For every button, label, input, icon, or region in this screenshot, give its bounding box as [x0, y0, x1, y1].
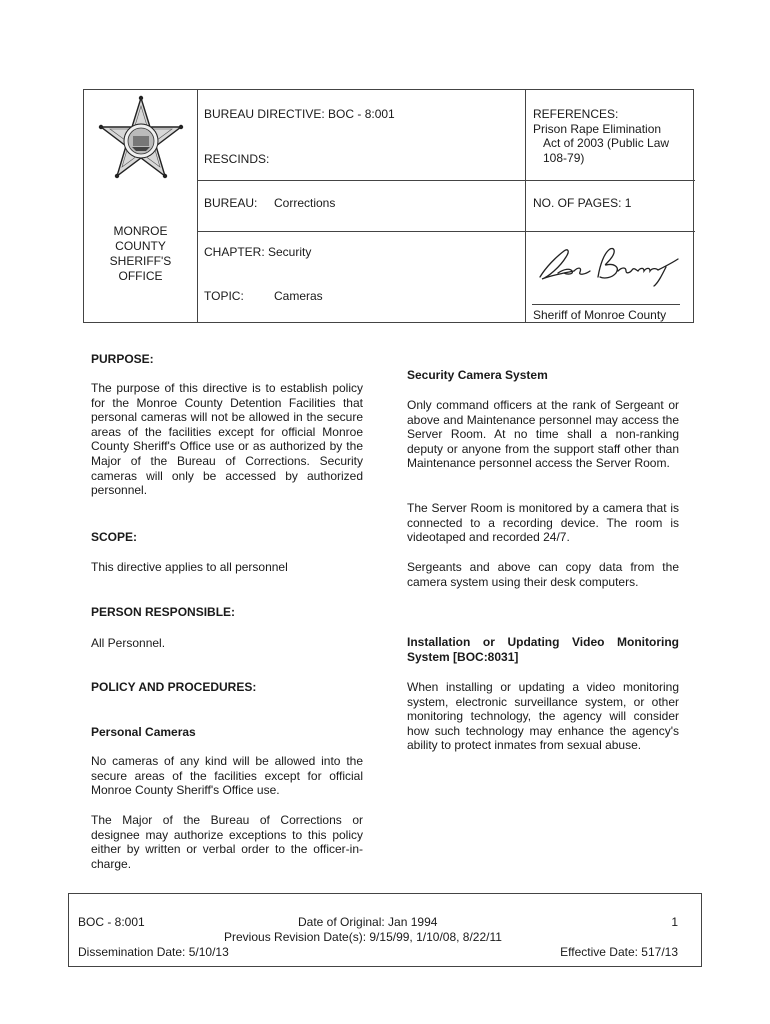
exceptions-text: The Major of the Bureau of Corrections or designee may authorize exceptions to this policy either by written or verbal order to the officer-in-charge. [91, 813, 363, 871]
bureau-label: BUREAU: [204, 196, 258, 210]
references-line: REFERENCES: [533, 107, 619, 121]
personal-cameras-heading: Personal Cameras [91, 725, 196, 739]
installation-heading: Installation or Updating Video Monitoring System [BOC:8031] [407, 635, 679, 664]
references-line: Prison Rape Elimination [533, 121, 662, 136]
signature-caption: Sheriff of Monroe County [533, 308, 667, 322]
divider [525, 90, 526, 322]
divider [197, 231, 695, 232]
purpose-text: The purpose of this directive is to establish policy for the Monroe County Detention Facilities that personal cameras will not be allowed in the secure areas of the facilities except for official Monroe County Sheriff's Office use or as authorized by the Major of the Bureau of Corrections. Security cameras will only be accessed by authorized personnel. [91, 381, 363, 498]
scope-text: This directive applies to all personnel [91, 560, 288, 574]
directive-footer [68, 893, 702, 967]
chapter-label: CHAPTER: Security [204, 245, 312, 259]
installation-text: When installing or updating a video monitoring system, electronic surveillance system, or other monitoring technology, the agency will consider how such technology may enhance the agency's ability to protect inmates from sexual abuse. [407, 680, 679, 753]
references-line: 108-79) [543, 150, 585, 165]
footer-dissemination-date: Dissemination Date: 5/10/13 [78, 945, 229, 959]
office-line: SHERIFF'S [109, 254, 172, 268]
signature-line [532, 304, 680, 305]
office-name [84, 224, 197, 284]
footer-page-number: 1 [671, 915, 678, 929]
footer-date-original: Date of Original: Jan 1994 [298, 915, 438, 929]
topic-value: Cameras [274, 289, 323, 303]
person-responsible-text: All Personnel. [91, 636, 166, 650]
references-line: Act of 2003 (Public Law [543, 136, 670, 150]
person-responsible-heading: PERSON RESPONSIBLE: [91, 605, 236, 619]
bureau-directive: BUREAU DIRECTIVE: BOC - 8:001 [204, 107, 395, 121]
office-line: MONROE [113, 224, 168, 238]
office-line: COUNTY [115, 239, 166, 253]
rescinds-label: RESCINDS: [204, 152, 270, 166]
left-column [91, 352, 363, 872]
copy-data-text: Sergeants and above can copy data from the camera system using their desk computers. [407, 560, 679, 589]
purpose-heading: PURPOSE: [91, 352, 154, 366]
right-column [407, 368, 679, 758]
footer-effective-date: Effective Date: 517/13 [560, 945, 678, 959]
scope-heading: SCOPE: [91, 530, 138, 544]
sheriff-star-badge-icon [96, 95, 186, 183]
divider [197, 180, 695, 181]
references-block [533, 107, 669, 165]
directive-header-table [83, 89, 694, 323]
policy-heading: POLICY AND PROCEDURES: [91, 680, 257, 694]
footer-doc-number: BOC - 8:001 [78, 915, 145, 929]
footer-revision-dates: Previous Revision Date(s): 9/15/99, 1/10/08, 8/22/11 [224, 930, 502, 944]
server-room-access-text: Only command officers at the rank of Sergeant or above and Maintenance personnel may access the Server Room. At no time shall a non-ranking deputy or anyone from the support staff other than Maintenance personnel access the Server Room. [407, 398, 679, 471]
security-camera-heading: Security Camera System [407, 368, 548, 382]
divider [197, 90, 198, 322]
server-room-monitor-text: The Server Room is monitored by a camera that is connected to a recording device. The room is videotaped and recorded 24/7. [407, 501, 679, 545]
pages-count: NO. OF PAGES: 1 [533, 196, 632, 210]
sheriff-signature-icon [534, 243, 684, 287]
bureau-value: Corrections [274, 196, 336, 210]
topic-label: TOPIC: [204, 289, 244, 303]
personal-cameras-text: No cameras of any kind will be allowed into the secure areas of the facilities except for official Monroe County Sheriff's Office use. [91, 754, 363, 798]
office-line: OFFICE [118, 269, 163, 283]
